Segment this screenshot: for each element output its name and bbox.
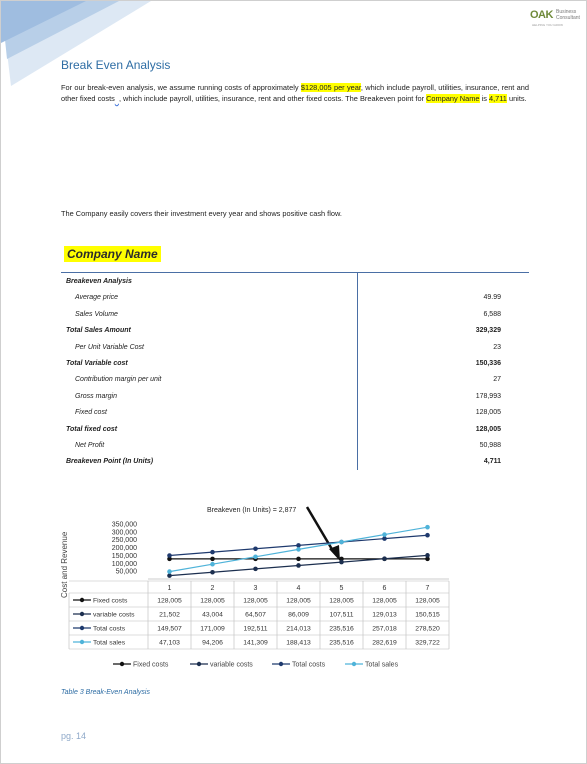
data-value-label: 282,619: [372, 639, 397, 647]
table-row: [61, 454, 529, 470]
data-point: [253, 554, 258, 559]
legend-key-marker: [80, 626, 84, 630]
data-value-label: 43,004: [202, 611, 223, 619]
y-tick-label: 200,000: [111, 545, 137, 553]
data-point: [167, 569, 172, 574]
x-category-label: 5: [339, 585, 344, 592]
breakeven-units-highlight: 4,711: [488, 94, 507, 103]
table-row: [61, 323, 529, 339]
data-point: [210, 557, 215, 562]
row-value: 27: [493, 376, 501, 384]
data-point: [253, 546, 258, 551]
x-category-label: 4: [296, 585, 301, 592]
table-row: [61, 422, 529, 438]
row-label: Sales Volume: [75, 310, 118, 318]
chart-y-axis-label: Cost and Revenue: [60, 531, 69, 598]
data-value-label: 141,309: [243, 639, 268, 647]
data-point: [210, 562, 215, 567]
x-category-label: 2: [210, 585, 215, 592]
para-text-4: is: [479, 94, 489, 103]
data-value-label: 188,413: [286, 639, 311, 647]
data-point: [382, 536, 387, 541]
y-tick-label: 150,000: [111, 552, 137, 560]
row-label: Contribution margin per unit: [75, 376, 162, 384]
corner-decoration: [1, 1, 151, 91]
breakeven-paragraph: [61, 82, 529, 104]
data-value-label: 128,005: [200, 597, 225, 605]
page-number: pg. 14: [61, 731, 87, 741]
row-label: Average price: [75, 294, 119, 302]
data-point: [167, 573, 172, 578]
row-label: Fixed cost: [75, 409, 107, 417]
data-point: [425, 525, 430, 530]
data-value-label: 149,507: [157, 625, 182, 633]
row-value: 150,336: [475, 360, 501, 367]
series-name: Total costs: [93, 625, 126, 633]
data-value-label: 329,722: [415, 639, 440, 647]
table-row: [61, 438, 529, 454]
table-top-border: [61, 272, 529, 273]
para-text-2: , which include payroll, utilities, insurance, rent and other fixed costs: [61, 83, 529, 103]
row-label: Total Variable cost: [66, 360, 128, 367]
table-row: [61, 405, 529, 421]
table-row: [61, 307, 529, 323]
logo-tagline: HELPING YOU GROW: [532, 23, 563, 27]
data-point: [382, 532, 387, 537]
table-row: [61, 356, 529, 372]
data-point: [296, 563, 301, 568]
legend-marker: [120, 662, 124, 666]
x-category-label: 1: [167, 585, 172, 592]
breakeven-chart: [61, 499, 461, 684]
data-value-label: 21,502: [159, 611, 180, 619]
data-value-label: 129,013: [372, 611, 397, 619]
data-value-label: 257,018: [372, 625, 397, 633]
row-label: Net Profit: [75, 442, 105, 449]
row-value: 23: [493, 343, 501, 351]
data-value-label: 278,520: [415, 625, 440, 633]
data-value-label: 94,206: [202, 639, 223, 647]
para-text-1: For our break-even analysis, we assume running costs of approximately: [61, 83, 301, 92]
row-value: 50,988: [479, 442, 501, 449]
row-label: Gross margin: [75, 392, 118, 400]
data-point: [296, 543, 301, 548]
x-category-label: 3: [253, 585, 258, 592]
series-name: variable costs: [93, 611, 135, 619]
company-name-heading: Company Name: [64, 246, 161, 262]
running-costs-highlight: $128,005 per year: [300, 83, 361, 92]
table-caption: Table 3 Break-Even Analysis: [61, 689, 150, 696]
table-row: [61, 274, 529, 290]
data-value-label: 128,005: [157, 597, 182, 605]
company-logo: [530, 7, 578, 29]
legend-label: Total sales: [365, 661, 399, 669]
row-value: 128,005: [475, 425, 501, 433]
data-point: [382, 556, 387, 561]
data-value-label: 128,005: [415, 597, 440, 605]
section-title: Break Even Analysis: [61, 58, 171, 72]
table-row: [61, 372, 529, 388]
data-value-label: 150,515: [415, 611, 440, 619]
legend-key-marker: [80, 612, 84, 616]
para-text-5: units.: [506, 94, 527, 103]
data-value-label: 47,103: [159, 639, 180, 647]
legend-key-marker: [80, 598, 84, 602]
data-value-label: 235,516: [329, 639, 354, 647]
data-value-label: 86,009: [288, 611, 309, 619]
legend-label: Total costs: [292, 661, 326, 669]
logo-mark: OAK: [530, 9, 553, 21]
legend-label: variable costs: [210, 661, 253, 669]
row-value: 49.99: [483, 294, 501, 302]
data-point: [253, 567, 258, 572]
series-name: Total sales: [93, 639, 126, 647]
logo-text-consultant: Consultant: [556, 15, 580, 21]
row-value: 178,993: [475, 392, 501, 400]
data-point: [339, 540, 344, 545]
data-point: [425, 553, 430, 558]
legend-marker: [352, 662, 356, 666]
table-row: [61, 290, 529, 306]
row-value: 329,329: [475, 327, 501, 335]
company-name-highlight: Company Name: [426, 94, 480, 103]
data-value-label: 192,511: [243, 625, 268, 633]
row-value: 128,005: [475, 409, 501, 417]
data-value-label: 64,507: [245, 611, 266, 619]
data-point: [167, 553, 172, 558]
legend-marker: [279, 662, 283, 666]
x-category-label: 6: [382, 585, 387, 592]
legend-label: Fixed costs: [133, 661, 169, 669]
y-tick-label: 250,000: [111, 537, 137, 545]
legend-key-marker: [80, 640, 84, 644]
table-row: [61, 340, 529, 356]
data-value-label: 128,005: [286, 597, 311, 605]
series-name: Fixed costs: [93, 597, 128, 605]
row-label: Per Unit Variable Cost: [75, 343, 144, 351]
row-label: Breakeven Analysis: [66, 278, 132, 285]
data-point: [210, 570, 215, 575]
y-tick-label: 50,000: [115, 568, 137, 576]
data-point: [339, 560, 344, 565]
row-label: Total Sales Amount: [66, 327, 131, 335]
data-point: [425, 533, 430, 538]
legend-marker: [197, 662, 201, 666]
x-category-label: 7: [425, 585, 430, 592]
row-value: 6,588: [483, 310, 501, 318]
row-label: Total fixed cost: [66, 425, 118, 433]
row-label: Breakeven Point (In Units): [66, 458, 154, 466]
data-value-label: 235,516: [329, 625, 354, 633]
data-value-label: 214,013: [286, 625, 311, 633]
data-value-label: 128,005: [329, 597, 354, 605]
data-value-label: 107,511: [329, 611, 354, 619]
data-point: [296, 557, 301, 562]
logo-text-business: Business: [556, 9, 577, 15]
para-text-3: , which include payroll, utilities, insurance, rent and other fixed costs. The Breakeven point for: [118, 94, 427, 103]
row-value: 4,711: [483, 458, 501, 466]
y-tick-label: 100,000: [111, 560, 137, 568]
data-point: [296, 547, 301, 552]
data-value-label: 171,009: [200, 625, 225, 633]
breakeven-annotation: Breakeven (In Units) = 2,877: [207, 507, 297, 514]
data-value-label: 128,005: [243, 597, 268, 605]
data-point: [210, 550, 215, 555]
table-row: [61, 389, 529, 405]
y-tick-label: 300,000: [111, 529, 137, 537]
cashflow-paragraph: The Company easily covers their investment every year and shows positive cash flow.: [61, 209, 342, 218]
data-value-label: 128,005: [372, 597, 397, 605]
y-tick-label: 350,000: [111, 521, 137, 529]
